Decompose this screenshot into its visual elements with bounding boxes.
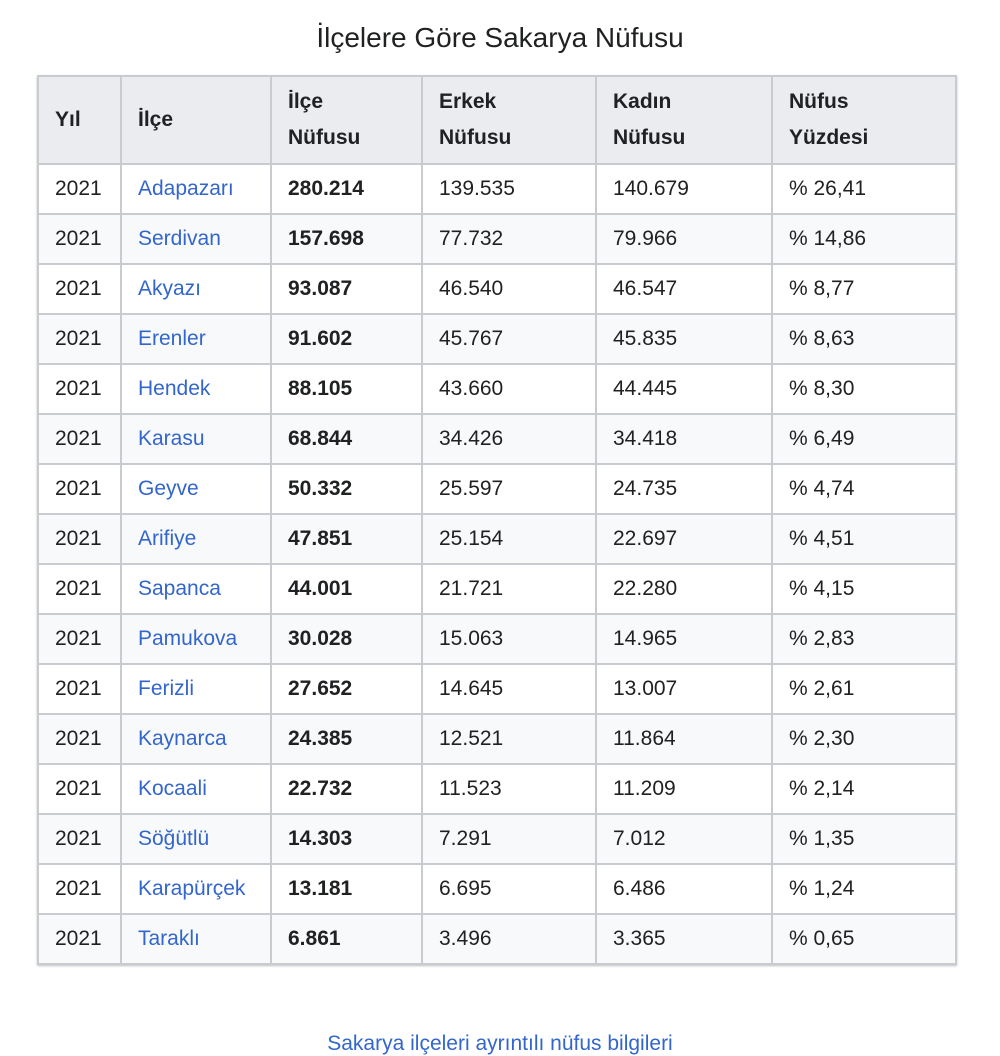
cell-population-percent-cell — [772, 864, 956, 914]
cell-year-cell — [38, 314, 121, 364]
cell-year: 2021 — [55, 877, 102, 900]
cell-year-cell — [38, 914, 121, 964]
district-link[interactable]: Adapazarı — [138, 177, 234, 200]
cell-female-population-cell — [596, 214, 772, 264]
district-link-cell[interactable] — [121, 314, 271, 364]
cell-year: 2021 — [55, 927, 102, 950]
cell-male-population-cell — [422, 764, 596, 814]
district-link-cell[interactable] — [121, 714, 271, 764]
district-link-cell[interactable] — [121, 364, 271, 414]
header-female-population[interactable]: Kadın Nüfusu — [596, 76, 772, 164]
cell-district-population-cell — [271, 314, 422, 364]
district-link-cell[interactable] — [121, 614, 271, 664]
cell-male-population: 11.523 — [439, 777, 502, 800]
cell-male-population: 77.732 — [439, 227, 504, 250]
cell-female-population-cell — [596, 914, 772, 964]
cell-male-population-cell — [422, 364, 596, 414]
cell-district-population-cell — [271, 164, 422, 214]
cell-female-population-cell — [596, 814, 772, 864]
cell-population-percent-cell — [772, 664, 956, 714]
table-row — [38, 914, 956, 964]
cell-district-population-cell — [271, 414, 422, 464]
cell-year: 2021 — [55, 527, 102, 550]
cell-male-population: 46.540 — [439, 277, 504, 300]
table-row — [38, 664, 956, 714]
table-row — [38, 214, 956, 264]
cell-population-percent: % 4,74 — [789, 477, 855, 500]
table-row — [38, 764, 956, 814]
cell-female-population-cell — [596, 864, 772, 914]
district-link-cell[interactable] — [121, 564, 271, 614]
cell-population-percent-cell — [772, 314, 956, 364]
cell-population-percent: % 4,51 — [789, 527, 855, 550]
cell-year: 2021 — [55, 227, 102, 250]
cell-year-cell — [38, 514, 121, 564]
cell-population-percent-cell — [772, 264, 956, 314]
header-male-population[interactable]: Erkek Nüfusu — [422, 76, 596, 164]
cell-population-percent-cell — [772, 464, 956, 514]
cell-year-cell — [38, 764, 121, 814]
cell-male-population-cell — [422, 814, 596, 864]
cell-population-percent: % 8,30 — [789, 377, 855, 400]
cell-female-population: 34.418 — [613, 427, 678, 450]
table-row — [38, 264, 956, 314]
district-link[interactable]: Pamukova — [138, 627, 238, 650]
cell-male-population: 15.063 — [439, 627, 504, 650]
table-row — [38, 364, 956, 414]
table-caption: İlçelere Göre Sakarya Nüfusu — [316, 22, 684, 53]
table-row — [38, 614, 956, 664]
cell-population-percent: % 14,86 — [789, 227, 867, 250]
cell-female-population-cell — [596, 664, 772, 714]
cell-year-cell — [38, 664, 121, 714]
cell-male-population-cell — [422, 414, 596, 464]
cell-population-percent: % 8,63 — [789, 327, 855, 350]
cell-male-population-cell — [422, 314, 596, 364]
cell-population-percent: % 2,30 — [789, 727, 855, 750]
district-link-cell[interactable] — [121, 514, 271, 564]
cell-year: 2021 — [55, 577, 102, 600]
cell-male-population: 25.154 — [439, 527, 504, 550]
cell-male-population-cell — [422, 664, 596, 714]
cell-year: 2021 — [55, 677, 102, 700]
cell-year: 2021 — [55, 327, 102, 350]
cell-male-population-cell — [422, 614, 596, 664]
district-link[interactable]: Söğütlü — [138, 827, 210, 850]
cell-male-population: 7.291 — [439, 827, 492, 850]
cell-district-population-cell — [271, 564, 422, 614]
cell-district-population-cell — [271, 714, 422, 764]
cell-female-population: 11.209 — [613, 777, 676, 800]
cell-year-cell — [38, 464, 121, 514]
cell-female-population-cell — [596, 614, 772, 664]
cell-population-percent-cell — [772, 914, 956, 964]
cell-male-population: 12.521 — [439, 727, 504, 750]
cell-year: 2021 — [55, 177, 102, 200]
cell-female-population: 24.735 — [613, 477, 678, 500]
cell-year: 2021 — [55, 377, 102, 400]
cell-male-population-cell — [422, 864, 596, 914]
cell-year-cell — [38, 364, 121, 414]
cell-district-population-cell — [271, 364, 422, 414]
district-link-cell[interactable] — [121, 864, 271, 914]
cell-district-population-cell — [271, 914, 422, 964]
header-district[interactable]: İlçe — [121, 76, 271, 164]
district-link[interactable]: Akyazı — [138, 277, 202, 300]
cell-female-population: 45.835 — [613, 327, 678, 350]
table-row — [38, 514, 956, 564]
cell-year: 2021 — [55, 477, 102, 500]
district-link[interactable]: Arifiye — [138, 527, 197, 550]
cell-female-population: 140.679 — [613, 177, 689, 200]
cell-male-population: 14.645 — [439, 677, 504, 700]
cell-district-population-cell — [271, 764, 422, 814]
cell-district-population-cell — [271, 214, 422, 264]
table-header-row — [38, 76, 956, 164]
cell-year: 2021 — [55, 827, 102, 850]
cell-population-percent-cell — [772, 514, 956, 564]
cell-district-population: 68.844 — [288, 427, 353, 450]
cell-year: 2021 — [55, 627, 102, 650]
cell-female-population: 13.007 — [613, 677, 678, 700]
cell-district-population-cell — [271, 864, 422, 914]
cell-district-population-cell — [271, 514, 422, 564]
cell-population-percent-cell — [772, 214, 956, 264]
cell-district-population: 6.861 — [288, 927, 341, 950]
cell-year-cell — [38, 414, 121, 464]
cell-male-population-cell — [422, 264, 596, 314]
cell-population-percent-cell — [772, 164, 956, 214]
district-link-cell[interactable] — [121, 814, 271, 864]
cell-female-population-cell — [596, 414, 772, 464]
cell-male-population-cell — [422, 164, 596, 214]
table-row — [38, 714, 956, 764]
table-body — [38, 164, 956, 964]
cell-district-population-cell — [271, 814, 422, 864]
cell-district-population-cell — [271, 264, 422, 314]
cell-population-percent-cell — [772, 614, 956, 664]
cell-district-population: 24.385 — [288, 727, 353, 750]
district-link[interactable]: Ferizli — [138, 677, 194, 700]
cell-female-population-cell — [596, 464, 772, 514]
district-link-cell[interactable] — [121, 914, 271, 964]
cell-female-population-cell — [596, 264, 772, 314]
cell-district-population: 280.214 — [288, 177, 364, 200]
cell-female-population: 7.012 — [613, 827, 666, 850]
cell-population-percent-cell — [772, 814, 956, 864]
district-link-cell[interactable] — [121, 164, 271, 214]
cell-male-population: 3.496 — [439, 927, 492, 950]
district-link-cell[interactable] — [121, 414, 271, 464]
cell-year-cell — [38, 214, 121, 264]
cell-year-cell — [38, 564, 121, 614]
district-link[interactable]: Kaynarca — [138, 727, 227, 750]
district-link[interactable]: Hendek — [138, 377, 211, 400]
cell-female-population: 46.547 — [613, 277, 678, 300]
cell-district-population: 14.303 — [288, 827, 353, 850]
cell-male-population-cell — [422, 564, 596, 614]
district-link[interactable]: Erenler — [138, 327, 206, 350]
population-table — [37, 75, 957, 965]
cell-female-population-cell — [596, 564, 772, 614]
district-link[interactable]: Karasu — [138, 427, 205, 450]
table-row — [38, 164, 956, 214]
cell-district-population: 47.851 — [288, 527, 353, 550]
cell-population-percent-cell — [772, 364, 956, 414]
district-link[interactable]: Geyve — [138, 477, 199, 500]
cell-male-population-cell — [422, 214, 596, 264]
table-row — [38, 814, 956, 864]
cell-female-population-cell — [596, 164, 772, 214]
cell-female-population-cell — [596, 764, 772, 814]
cell-district-population: 50.332 — [288, 477, 353, 500]
district-link-cell[interactable] — [121, 464, 271, 514]
cell-male-population: 6.695 — [439, 877, 492, 900]
cell-year: 2021 — [55, 727, 102, 750]
cell-year-cell — [38, 864, 121, 914]
cell-district-population: 22.732 — [288, 777, 353, 800]
cell-district-population: 93.087 — [288, 277, 353, 300]
cell-female-population: 22.280 — [613, 577, 678, 600]
cell-female-population: 11.864 — [613, 727, 676, 750]
cell-population-percent: % 26,41 — [789, 177, 867, 200]
cell-district-population: 13.181 — [288, 877, 353, 900]
cell-population-percent: % 6,49 — [789, 427, 855, 450]
cell-district-population: 91.602 — [288, 327, 353, 350]
table-row — [38, 414, 956, 464]
table-row — [38, 864, 956, 914]
cell-year: 2021 — [55, 427, 102, 450]
cell-population-percent-cell — [772, 414, 956, 464]
cell-district-population: 44.001 — [288, 577, 353, 600]
header-population-percent[interactable]: Nüfus Yüzdesi — [772, 76, 956, 164]
cell-district-population: 157.698 — [288, 227, 364, 250]
cell-population-percent-cell — [772, 714, 956, 764]
cell-female-population: 44.445 — [613, 377, 678, 400]
cell-female-population: 6.486 — [613, 877, 666, 900]
cell-population-percent-cell — [772, 764, 956, 814]
cell-male-population: 25.597 — [439, 477, 504, 500]
header-year[interactable]: Yıl — [38, 76, 121, 164]
cell-population-percent-cell — [772, 564, 956, 614]
cell-year: 2021 — [55, 777, 102, 800]
cell-male-population: 34.426 — [439, 427, 504, 450]
district-link[interactable]: Karapürçek — [138, 877, 246, 900]
cell-population-percent: % 0,65 — [789, 927, 855, 950]
district-link[interactable]: Serdivan — [138, 227, 221, 250]
cell-district-population-cell — [271, 664, 422, 714]
cell-male-population: 21.721 — [439, 577, 504, 600]
cell-population-percent: % 4,15 — [789, 577, 855, 600]
cell-year-cell — [38, 264, 121, 314]
cell-district-population-cell — [271, 614, 422, 664]
district-link-cell[interactable] — [121, 764, 271, 814]
cell-year: 2021 — [55, 277, 102, 300]
cell-female-population-cell — [596, 314, 772, 364]
table-row — [38, 564, 956, 614]
cell-female-population-cell — [596, 364, 772, 414]
cell-male-population-cell — [422, 514, 596, 564]
cell-female-population: 3.365 — [613, 927, 666, 950]
cell-female-population: 22.697 — [613, 527, 678, 550]
cell-year-cell — [38, 714, 121, 764]
cell-population-percent: % 1,35 — [789, 827, 855, 850]
district-link-cell[interactable] — [121, 264, 271, 314]
cell-female-population: 79.966 — [613, 227, 678, 250]
table-row — [38, 314, 956, 364]
cell-year-cell — [38, 814, 121, 864]
cell-population-percent: % 2,83 — [789, 627, 855, 650]
cell-district-population: 27.652 — [288, 677, 353, 700]
cell-male-population-cell — [422, 914, 596, 964]
header-district-population[interactable]: İlçe Nüfusu — [271, 76, 422, 164]
cell-female-population: 14.965 — [613, 627, 678, 650]
cell-population-percent: % 8,77 — [789, 277, 855, 300]
cell-male-population: 45.767 — [439, 327, 504, 350]
cell-district-population: 88.105 — [288, 377, 353, 400]
cell-male-population: 139.535 — [439, 177, 515, 200]
cell-year-cell — [38, 614, 121, 664]
cell-district-population-cell — [271, 464, 422, 514]
cell-male-population-cell — [422, 714, 596, 764]
district-link[interactable]: Taraklı — [138, 927, 200, 950]
district-details-link[interactable]: Sakarya ilçeleri ayrıntılı nüfus bilgileri — [327, 1032, 673, 1055]
cell-population-percent: % 2,61 — [789, 677, 855, 700]
cell-district-population: 30.028 — [288, 627, 353, 650]
district-link[interactable]: Sapanca — [138, 577, 221, 600]
cell-population-percent: % 2,14 — [789, 777, 855, 800]
district-link[interactable]: Kocaali — [138, 777, 207, 800]
cell-year-cell — [38, 164, 121, 214]
district-link-cell[interactable] — [121, 664, 271, 714]
cell-male-population-cell — [422, 464, 596, 514]
cell-population-percent: % 1,24 — [789, 877, 855, 900]
cell-male-population: 43.660 — [439, 377, 504, 400]
cell-female-population-cell — [596, 514, 772, 564]
table-row — [38, 464, 956, 514]
district-link-cell[interactable] — [121, 214, 271, 264]
cell-female-population-cell — [596, 714, 772, 764]
